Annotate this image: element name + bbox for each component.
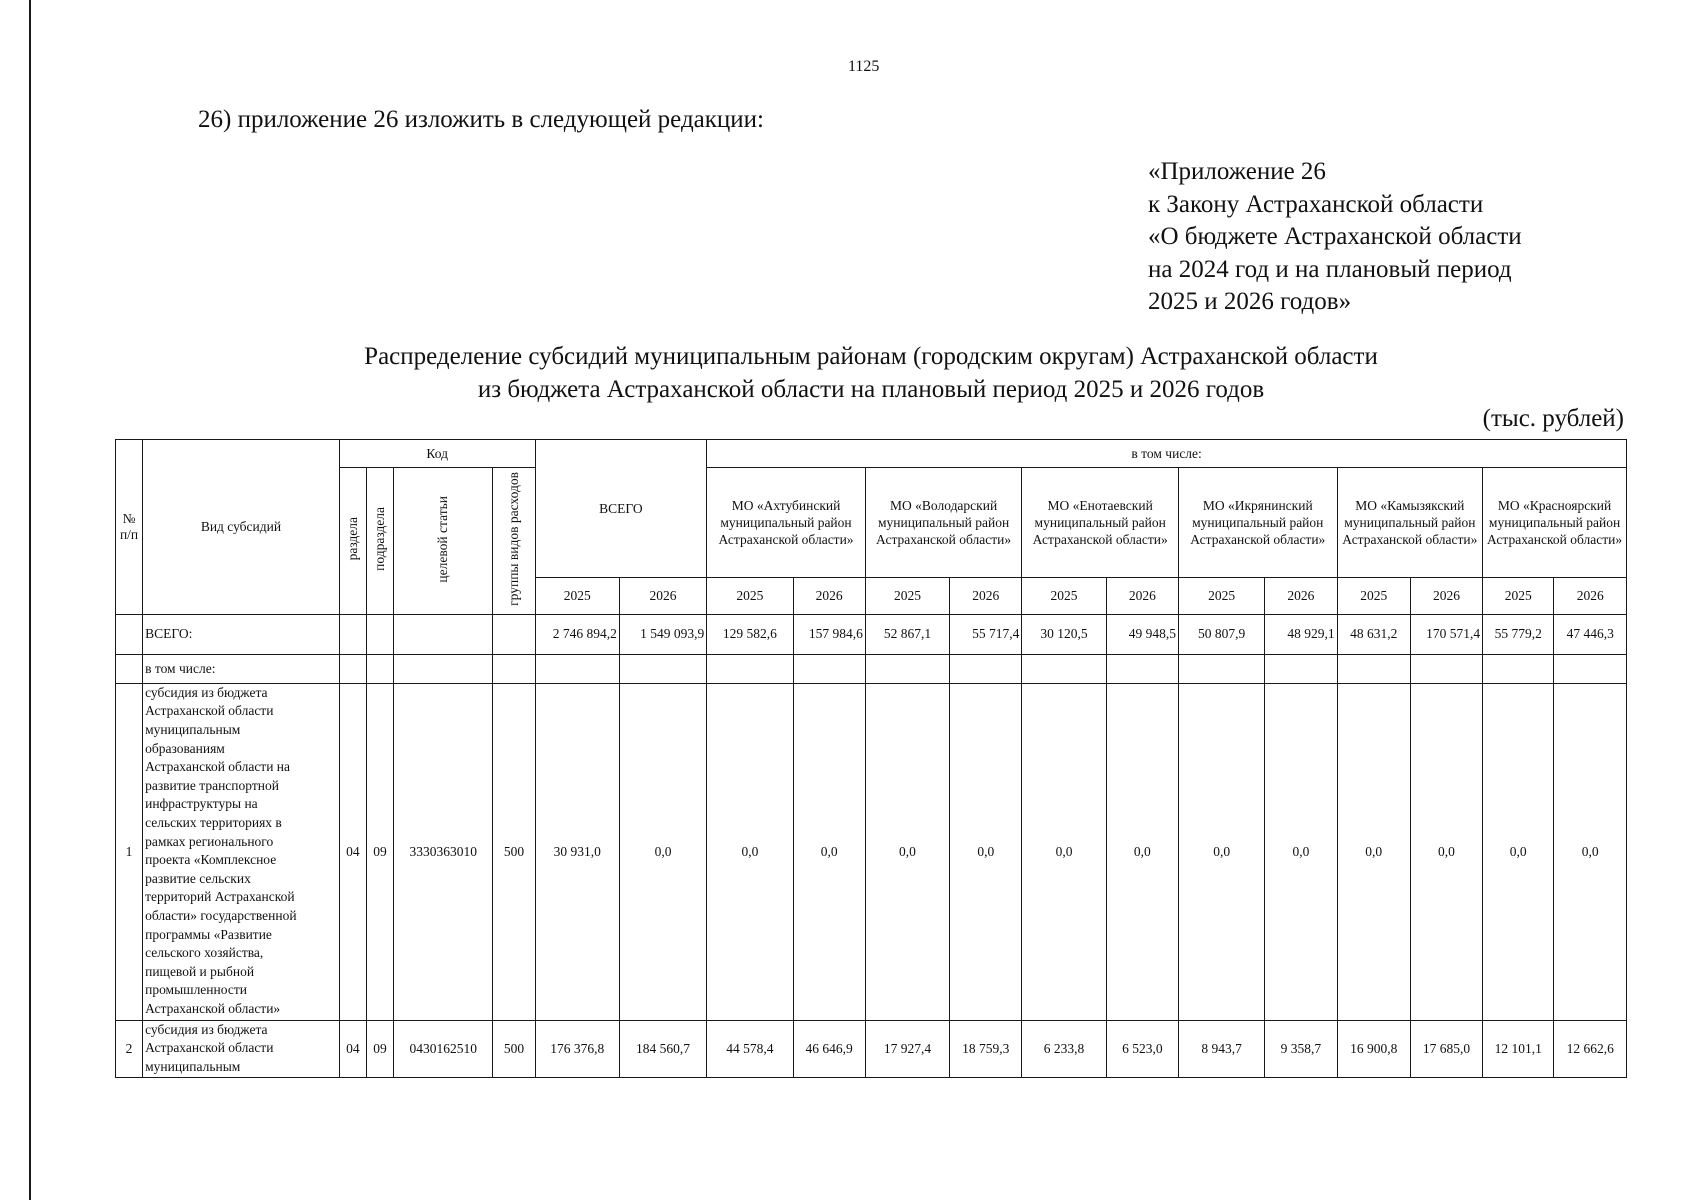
code-target-article: 0430162510 (394, 1020, 493, 1077)
subsidy-row (116, 1020, 1627, 1077)
total-value: 49 948,5 (1106, 614, 1178, 654)
code-razdel: 04 (339, 683, 366, 1020)
total-value: 47 446,3 (1554, 614, 1627, 654)
empty-cell (493, 614, 535, 654)
row-number: 2 (116, 1020, 143, 1077)
amount-value: 0,0 (1483, 683, 1554, 1020)
document-title (0, 340, 1697, 406)
header-razdel: раздела (339, 468, 366, 615)
appendix-header (1148, 156, 1522, 319)
header-year: 2025 (1483, 578, 1554, 615)
code-podrazdel: 09 (366, 683, 393, 1020)
amount-value: 0,0 (1410, 683, 1482, 1020)
amount-value: 12 101,1 (1483, 1020, 1554, 1077)
code-expense-group: 500 (493, 683, 535, 1020)
description-line: промышленности (145, 982, 247, 998)
appendix-line: 2025 и 2026 годов» (1148, 288, 1352, 315)
total-value: 1 549 093,9 (619, 614, 706, 654)
empty-cell (1106, 654, 1178, 683)
amendment-instruction: 26) приложение 26 изложить в следующей редакции: (198, 106, 764, 133)
amount-value: 0,0 (707, 683, 793, 1020)
description-line: инфраструктуры на (145, 796, 258, 812)
header-region: МО «Володарский муниципальный район Астраханской области» (865, 468, 1022, 578)
description-line: Астраханской области на (145, 759, 291, 775)
header-year: 2026 (950, 578, 1022, 615)
empty-cell (1483, 654, 1554, 683)
total-value: 50 807,9 (1178, 614, 1264, 654)
description-line: образованиям (145, 740, 225, 756)
amount-value: 0,0 (1178, 683, 1264, 1020)
description-line: муниципальным (145, 722, 241, 738)
amount-value: 0,0 (793, 683, 865, 1020)
description-line: Астраханской области (145, 703, 274, 719)
total-value: 48 929,1 (1265, 614, 1337, 654)
amount-value: 184 560,7 (619, 1020, 706, 1077)
header-row (116, 440, 1627, 468)
description-line: проекта «Комплексное (145, 852, 277, 868)
header-year: 2025 (865, 578, 949, 615)
empty-cell (1554, 654, 1627, 683)
header-year: 2026 (1554, 578, 1627, 615)
empty-cell (535, 654, 619, 683)
total-label: ВСЕГО: (143, 614, 340, 654)
header-region: МО «Камызякский муниципальный район Астраханской области» (1337, 468, 1483, 578)
amount-value: 6 233,8 (1022, 1020, 1106, 1077)
total-value: 52 867,1 (865, 614, 949, 654)
empty-cell (619, 654, 706, 683)
total-value: 129 582,6 (707, 614, 793, 654)
header-region: МО «Красноярский муниципальный район Астраханской области» (1483, 468, 1627, 578)
empty-cell (394, 614, 493, 654)
total-num-cell (116, 614, 143, 654)
header-subsidy-type: Вид субсидий (143, 440, 340, 615)
code-expense-group: 500 (493, 1020, 535, 1077)
total-value: 2 746 894,2 (535, 614, 619, 654)
empty-cell (950, 654, 1022, 683)
empty-cell (1265, 654, 1337, 683)
page-number: 1125 (848, 58, 880, 75)
code-podrazdel: 09 (366, 1020, 393, 1077)
description-line: субсидия из бюджета (145, 684, 268, 700)
subsidy-description (143, 683, 340, 1020)
empty-cell (366, 654, 393, 683)
total-value: 170 571,4 (1410, 614, 1482, 654)
description-line: сельского хозяйства, (145, 945, 264, 961)
description-line: территорий Астраханской (145, 889, 295, 905)
title-line: из бюджета Астраханской области на плановый период 2025 и 2026 годов (477, 376, 1265, 403)
empty-cell (1178, 654, 1264, 683)
total-value: 48 631,2 (1337, 614, 1410, 654)
amount-value: 6 523,0 (1106, 1020, 1178, 1077)
left-margin-line (29, 0, 31, 1200)
header-expense-group: группы видов расходов (493, 468, 535, 615)
amount-value: 17 685,0 (1410, 1020, 1482, 1077)
description-line: развитие транспортной (145, 777, 279, 793)
amount-value: 0,0 (1022, 683, 1106, 1020)
amount-value: 0,0 (950, 683, 1022, 1020)
header-year: 2025 (1178, 578, 1264, 615)
description-line: субсидия из бюджета (145, 1021, 268, 1037)
amount-value: 18 759,3 (950, 1020, 1022, 1077)
header-year: 2026 (619, 578, 706, 615)
amount-value: 0,0 (1265, 683, 1337, 1020)
header-code: Код (339, 440, 535, 468)
header-total: ВСЕГО (535, 440, 707, 578)
amount-value: 30 931,0 (535, 683, 619, 1020)
subsidy-row (116, 683, 1627, 1020)
empty-cell (339, 654, 366, 683)
description-line: рамках регионального (145, 833, 274, 849)
header-region: МО «Икрянинский муниципальный район Астраханской области» (1178, 468, 1337, 578)
description-line: сельских территориях в (145, 815, 282, 831)
header-year: 2026 (793, 578, 865, 615)
description-line: развитие сельских (145, 870, 251, 886)
total-value: 55 717,4 (950, 614, 1022, 654)
header-year: 2026 (1106, 578, 1178, 615)
description-line: муниципальным (145, 1059, 241, 1075)
header-year: 2025 (1337, 578, 1410, 615)
total-row (116, 614, 1627, 654)
header-region: МО «Ахтубинский муниципальный район Астраханской области» (707, 468, 866, 578)
including-label: в том числе: (143, 654, 340, 683)
empty-cell (493, 654, 535, 683)
header-year: 2026 (1410, 578, 1482, 615)
appendix-line: «Приложение 26 (1148, 158, 1326, 185)
appendix-line: к Закону Астраханской области (1148, 190, 1484, 218)
amount-value: 44 578,4 (707, 1020, 793, 1077)
subsidy-table (115, 439, 1627, 1078)
appendix-line: на 2024 год и на плановый период (1148, 255, 1512, 283)
header-year: 2026 (1265, 578, 1337, 615)
amount-value: 16 900,8 (1337, 1020, 1410, 1077)
empty-cell (1337, 654, 1410, 683)
amount-value: 9 358,7 (1265, 1020, 1337, 1077)
empty-cell (339, 614, 366, 654)
code-target-article: 3330363010 (394, 683, 493, 1020)
header-target-article: целевой статьи (394, 468, 493, 615)
including-row (116, 654, 1627, 683)
total-value: 30 120,5 (1022, 614, 1106, 654)
amount-value: 0,0 (1554, 683, 1627, 1020)
description-line: пищевой и рыбной (145, 963, 255, 979)
amount-value: 17 927,4 (865, 1020, 949, 1077)
subsidy-description (143, 1020, 340, 1077)
empty-cell (366, 614, 393, 654)
row-number: 1 (116, 683, 143, 1020)
amount-value: 12 662,6 (1554, 1020, 1627, 1077)
description-line: программы «Развитие (145, 926, 272, 942)
units-label: (тыс. рублей) (1482, 405, 1624, 432)
description-line: области» государственной (145, 908, 297, 923)
empty-cell (116, 654, 143, 683)
header-num: № п/п (116, 440, 143, 615)
header-year: 2025 (535, 578, 619, 615)
amount-value: 0,0 (1337, 683, 1410, 1020)
amount-value: 0,0 (865, 683, 949, 1020)
description-line: Астраханской области (145, 1040, 274, 1056)
title-line: Распределение субсидий муниципальным районам (городским округам) Астраханской области (364, 343, 1378, 370)
amount-value: 0,0 (619, 683, 706, 1020)
amount-value: 8 943,7 (1178, 1020, 1264, 1077)
code-razdel: 04 (339, 1020, 366, 1077)
empty-cell (1022, 654, 1106, 683)
description-line: Астраханской области» (145, 1000, 281, 1016)
empty-cell (707, 654, 793, 683)
amount-value: 0,0 (1106, 683, 1178, 1020)
header-podrazdel: подраздела (366, 468, 393, 615)
total-value: 157 984,6 (793, 614, 865, 654)
empty-cell (1410, 654, 1482, 683)
header-year: 2025 (1022, 578, 1106, 615)
empty-cell (394, 654, 493, 683)
header-region: МО «Енотаевский муниципальный район Астраханской области» (1022, 468, 1179, 578)
amount-value: 46 646,9 (793, 1020, 865, 1077)
amount-value: 176 376,8 (535, 1020, 619, 1077)
appendix-line: «О бюджете Астраханской области (1148, 223, 1522, 250)
empty-cell (865, 654, 949, 683)
total-value: 55 779,2 (1483, 614, 1554, 654)
header-row (116, 468, 1627, 578)
header-year: 2025 (707, 578, 793, 615)
empty-cell (793, 654, 865, 683)
header-including: в том числе: (707, 440, 1627, 468)
